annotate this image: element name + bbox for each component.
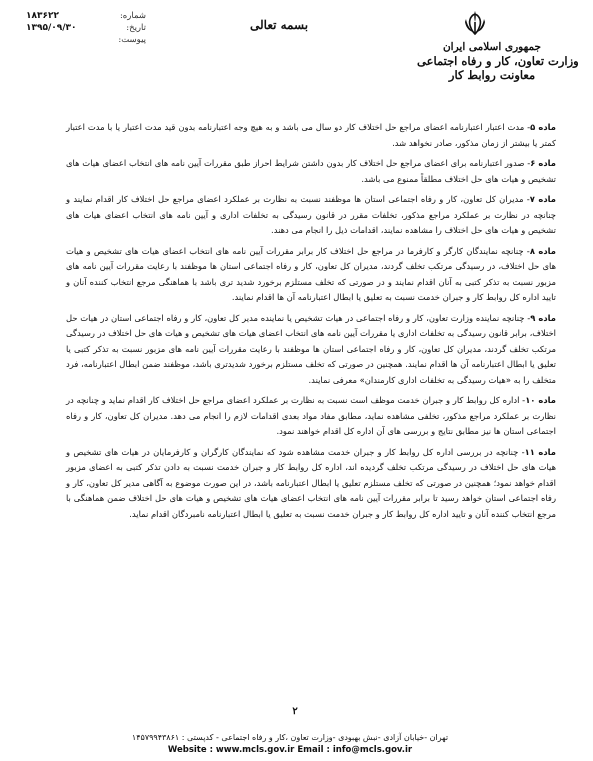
article-text: - چنانچه نماینده وزارت تعاون، کار و رفاه اجتماعی در هیات تشخیص یا نماینده مدیر کل تعاون، کار و رفاه اجتماعی استان در هیات حل اختلاف، برابر قانون رسیدگی به تخلفات اداری یا مقررات آیین نامه های انتخاب اعضای هیات های تشخیص و هیات های حل اختلاف در رسیدگی مرتکب تخلف گردند، مدیران کل تعاون، کار و رفاه اجتماعی استان ها موظفند با رعایت مقررات آیین نامه های مزبور نسبت به تذکر کتبی یا تعلیق یا ابطال اعتبارنامه آن ها اقدام نمایند. همچنین در صورتی که تخلف مستلزم برخورد شدیدتری باشد، موظفند ضمن ابطال اعتبارنامه، فرد متخلف را به «هیات رسیدگی به تخلفات اداری کارمندان» معرفی نمایند.	[66, 312, 556, 385]
meta-date-row	[26, 22, 146, 34]
ministry-line-deputy: معاونت روابط کار	[448, 68, 536, 82]
meta-attachment-label: پیوست:	[118, 35, 146, 45]
ministry-line-country: جمهوری اسلامی ایران	[442, 41, 542, 53]
article-10	[66, 393, 556, 440]
article-text: - اداره کل روابط کار و جبران خدمت موظف است نسبت به نظارت بر عملکرد اعضای مراجع حل اختلاف کار اقدام نماید و چنانچه در نظارت بر عملکرد مراجع مذکور، تخلفی مشاهده نماید، مطابق مفاد مواد بعدی اقدامات لازم را انجام می دهد. مدیران کل تعاون، کار و رفاه اجتماعی استان ها نیز مطابق نتایج و بررسی های آن اداره کل اقدام خواهند نمود.	[66, 395, 556, 436]
iran-emblem-icon	[462, 10, 488, 36]
letter-body	[66, 120, 556, 527]
article-text: - چنانچه در بررسی اداره کل روابط کار و جبران خدمت مشاهده شود که نمایندگان کارگران و کارفرمایان در هیات های تشخیص و هیات های حل اختلاف در رسیدگی مرتکب تخلف گردیده اند، اداره کل روابط کار و جبران خدمت نسبت به دادن تذکر کتبی به اعضای مزبور اقدام خواهد نمود؛ همچنین در صورتی که تخلف مستلزم تعلیق یا ابطال اعتبارنامه باشد، در این صورت موضوع به آگاهی مدیر کل تعاون، کار و رفاه اجتماعی استان خواهد رسید تا برابر مقررات آیین نامه های انتخاب اعضای هیات های تشخیص و هیات های حل اختلاف ضمن هماهنگی با مرجع انتخاب کننده آنان و تایید اداره کل روابط کار و جبران خدمت نسبت به تعلیق یا ابطال اعتبارنامه نامبردگان اقدام نماید.	[66, 446, 556, 519]
article-6	[66, 156, 556, 187]
article-heading: ماده ۱۰	[525, 395, 556, 405]
article-heading: ماده ۸	[529, 245, 556, 256]
article-text: - چنانچه نمایندگان کارگر و کارفرما در مراجع حل اختلاف کار برابر مقررات آیین نامه های انتخاب اعضای هیات های تشخیص و هیات های حل اختلاف، در رسیدگی مرتکب تخلف گردند، مدیران کل تعاون، کار و رفاه اجتماعی استان ها موظفند با رعایت مقررات آیین نامه های مزبور نسبت به تذکر کتبی به آنان اقدام نمایند و در صورتی که تخلف مستلزم برخورد شدید تری باشد با هماهنگی مرجع انتخاب کننده آنان و تایید اداره کل روابط کار و جبران خدمت نسبت به تعلیق یا ابطال اعتبارنامه آن ها اقدام نمایند.	[66, 245, 556, 302]
letter-footer	[80, 732, 500, 756]
meta-date-value: ۱۳۹۵/۰۹/۳۰	[26, 23, 77, 33]
meta-number-value: ۱۸۳۶۲۲	[26, 11, 59, 21]
article-heading: ماده ۱۱	[524, 446, 556, 457]
footer-web-email: Website : www.mcls.gov.ir Email : info@mcls.gov.ir	[167, 745, 413, 755]
meta-number-row	[26, 10, 146, 22]
article-heading: ماده ۹	[530, 312, 556, 323]
footer-address: تهران -خیابان آزادی -نبش بهبودی -وزارت تعاون ،کار و رفاه اجتماعی - کدپستی : ۱۴۵۷۹۹۴۳۸۶۱	[131, 733, 449, 742]
page-number: ۲	[292, 706, 298, 717]
meta-date-label: تاریخ:	[126, 23, 146, 33]
article-text: - مدیران کل تعاون، کار و رفاه اجتماعی استان ها موظفند نسبت به نظارت بر عملکرد اعضای مراجع حل اختلاف کار اقدام نمایند و چنانچه در نظارت بر عملکرد مراجع مذکور، تخلفات مقرر در قانون رسیدگی به تخلفات اداری و آیین نامه های انتخاب اعضای هیات های تشخیص و هیات های حل اختلاف را مشاهده نمایند، اقدامات ذیل را انجام می دهند.	[66, 194, 556, 235]
ministry-line-ministry: وزارت تعاون، کار و رفاه اجتماعی	[417, 54, 579, 68]
article-5	[66, 120, 556, 151]
article-8	[66, 244, 556, 306]
article-7	[66, 192, 556, 239]
meta-attachment-row	[26, 34, 146, 46]
article-text: - مدت اعتبار اعتبارنامه اعضای مراجع حل اختلاف کار دو سال می باشد و به هیچ وجه اعتبارنامه بدون قید مدت اعتبار یا با مدت اعتبار کمتر یا بیشتر از زمان مذکور، صادر نخواهد شد.	[66, 122, 556, 148]
article-heading: ماده ۶	[530, 158, 556, 168]
bismillah-heading: بسمه تعالی	[250, 18, 309, 32]
article-text: - صدور اعتبارنامه برای اعضای مراجع حل اختلاف کار بدون داشتن شرایط احراز طبق مقررات آیین نامه های انتخاب اعضای هیات های تشخیص و هیات های حل اختلاف مطلقاً ممنوع می باشد.	[66, 158, 556, 184]
letter-meta	[26, 10, 146, 46]
meta-number-label: شماره:	[119, 11, 146, 21]
article-9	[66, 311, 556, 389]
article-heading: ماده ۷	[529, 194, 556, 204]
ministry-header	[417, 40, 579, 82]
article-11	[66, 445, 556, 523]
article-heading: ماده ۵	[530, 122, 556, 132]
